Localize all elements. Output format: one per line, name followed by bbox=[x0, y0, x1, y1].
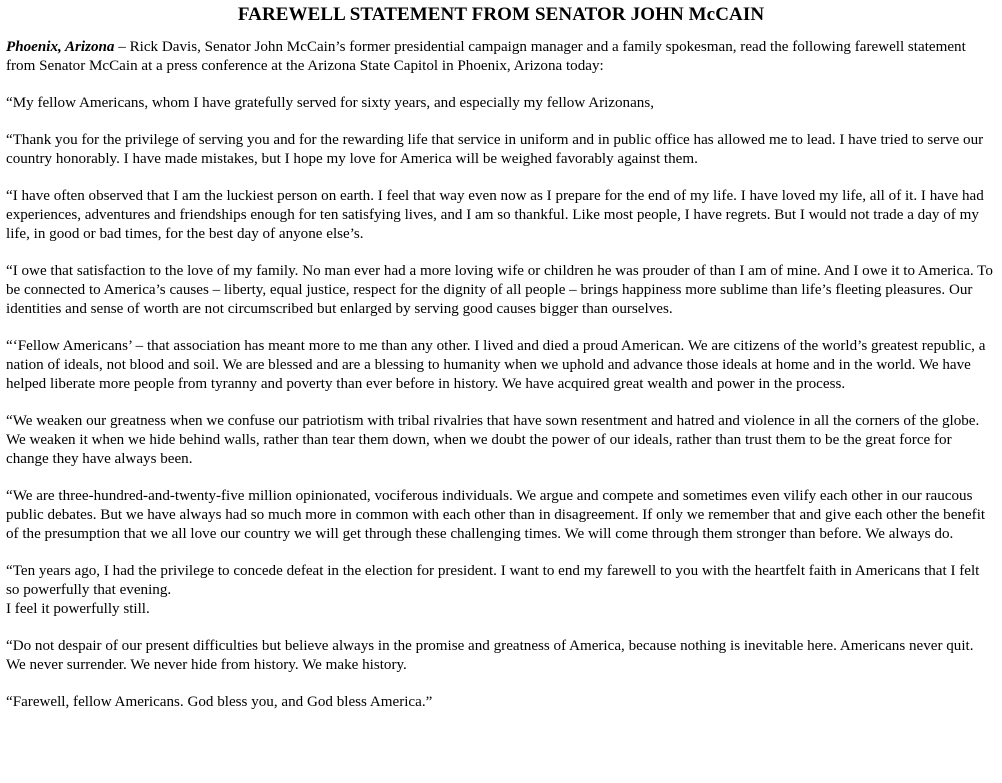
intro-paragraph bbox=[6, 38, 996, 76]
paragraph-greeting: “My fellow Americans, whom I have gratefully served for sixty years, and especially my fellow Arizonans, bbox=[6, 95, 654, 111]
paragraph-thanks: “Thank you for the privilege of serving you and for the rewarding life that service in uniform and in public office has allowed me to lead. I have tried to serve our country honorably. I have made mistakes, but I hope my love for America will be weighed favorably against them. bbox=[6, 132, 984, 167]
paragraph-weaken: “We weaken our greatness when we confuse our patriotism with tribal rivalries that have sown resentment and hatred and violence in all the corners of the globe. We weaken it when we hide behind walls, rather than tear them down, when we doubt the power of our ideals, rather than trust them to be the great force for change they have always been. bbox=[6, 413, 980, 467]
intro-text: – Rick Davis, Senator John McCain’s former presidential campaign manager and a family spokesman, read the following farewell statement from Senator McCain at a press conference at the Arizona State Capitol in Phoenix, Arizona today: bbox=[6, 39, 966, 74]
paragraph-individuals: “We are three-hundred-and-twenty-five million opinionated, vociferous individuals. We argue and compete and sometimes even vilify each other in our raucous public debates. But we have always had so much more in common with each other than in disagreement. If only we remember that and give each other the benefit of the presumption that we all love our country we will get through these challenging times. We will come through them stronger than before. We always do. bbox=[6, 488, 986, 542]
paragraph-family: “I owe that satisfaction to the love of my family. No man ever had a more loving wife or children he was prouder of than I am of mine. And I owe it to America. To be connected to America’s causes – liberty, equal justice, respect for the dignity of all people – brings happiness more sublime than life’s fleeting pleasures. Our identities and sense of worth are not circumscribed but enlarged by serving good causes bigger than ourselves. bbox=[6, 263, 993, 317]
paragraph-despair: “Do not despair of our present difficulties but believe always in the promise and greatness of America, because nothing is inevitable here. Americans never quit. We never surrender. We never hide from history. We make history. bbox=[6, 638, 974, 673]
paragraph-still: I feel it powerfully still. bbox=[6, 601, 150, 617]
paragraph-fellow-americans: “‘Fellow Americans’ – that association has meant more to me than any other. I lived and died a proud American. We are citizens of the world’s greatest republic, a nation of ideals, not blood and soil. We are blessed and are a blessing to humanity when we uphold and advance those ideals at home and in the world. We have helped liberate more people from tyranny and poverty than ever before in history. We have acquired great wealth and power in the process. bbox=[6, 338, 986, 392]
dateline: Phoenix, Arizona bbox=[6, 39, 115, 55]
paragraph-luckiest: “I have often observed that I am the luckiest person on earth. I feel that way even now as I prepare for the end of my life. I have loved my life, all of it. I have had experiences, adventures and friendships enough for ten satisfying lives, and I am so thankful. Like most people, I have regrets. But I would not trade a day of my life, in good or bad times, for the best day of anyone else’s. bbox=[6, 188, 984, 242]
document-title: FAREWELL STATEMENT FROM SENATOR JOHN McCAIN bbox=[237, 4, 765, 25]
paragraph-ten-years: “Ten years ago, I had the privilege to concede defeat in the election for president. I want to end my farewell to you with the heartfelt faith in Americans that I felt so powerfully that evening. bbox=[6, 563, 980, 598]
paragraph-farewell: “Farewell, fellow Americans. God bless you, and God bless America.” bbox=[6, 694, 433, 710]
